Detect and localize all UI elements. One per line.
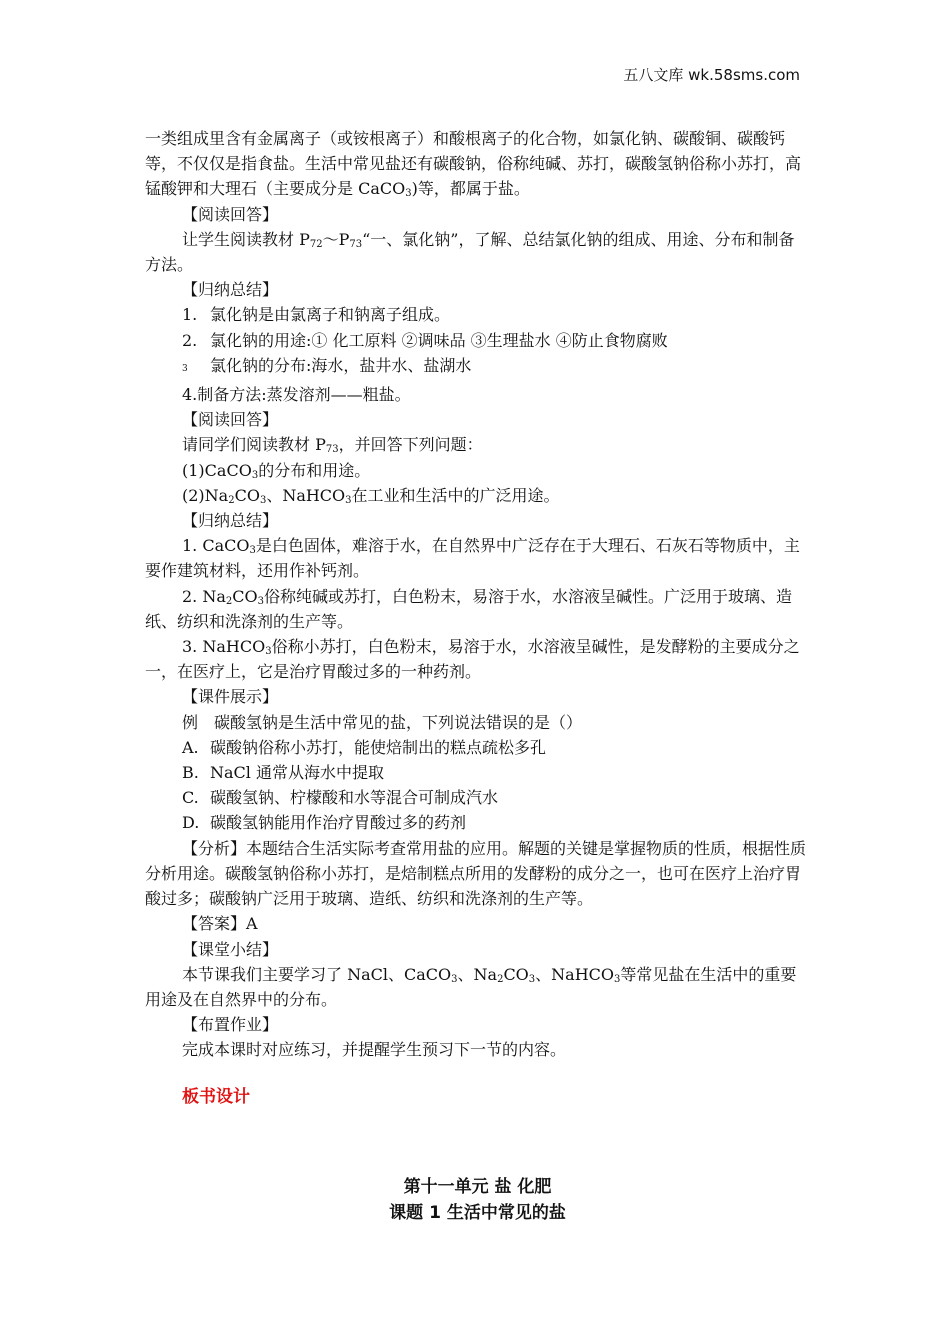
board-design-label: 板书设计: [182, 1086, 250, 1107]
summary-item: 3 氯化钠的分布:海水，盐井水、盐湖水: [182, 355, 472, 375]
document-body: [145, 126, 810, 1110]
summary-point-1: 1. CaCO$_3$是白色固体，难溶于水，在自然界中广泛存在于大理石、石灰石等物质中，主要作建筑材料，还用作补钙剂。: [145, 536, 800, 581]
question-2: $(2)Na_2CO_3$、NaHCO$_3$在工业和生活中的广泛用途。: [182, 485, 560, 506]
analysis-paragraph: 【分析】本题结合生活实际考查常用盐的应用。解题的关键是掌握物质的性质，根据性质分析用途。碳酸氢钠俗称小苏打，是焙制糕点所用的发酵粉的成分之一，也可在医疗上治疗胃酸过多；碳酸钠广泛用于玻璃、造纸、纺织和洗涤剂的生产等。: [145, 838, 807, 909]
read-paragraph-2: 请同学们阅读教材 $P_{73}$，并回答下列问题：: [182, 435, 483, 456]
summary-point-3: 3. NaHCO$_3$俗称小苏打，白色粉末，易溶于水，水溶液呈碱性，是发酵粉的主要成分之一，在医疗上，它是治疗胃酸过多的一种药剂。: [145, 637, 800, 682]
summary-heading-2: 【归纳总结】: [182, 511, 279, 531]
courseware-heading: 【课件展示】: [182, 687, 279, 707]
option-d: D. 碳酸氢钠能用作治疗胃酸过多的药剂: [182, 813, 467, 833]
read-heading-2: 【阅读回答】: [182, 410, 279, 430]
summary-item: 2. 氯化钠的用途:① 化工原料 ②调味品 ③生理盐水 ④防止食物腐败: [182, 330, 668, 350]
unit-title: 第十一单元 盐 化肥: [403, 1177, 552, 1197]
site-header: 五八文库 wk.58sms.com: [623, 66, 800, 84]
example-question: 例 碳酸氢钠是生活中常见的盐，下列说法错误的是（）: [182, 712, 583, 732]
answer-line: 【答案】A: [182, 914, 258, 934]
option-c: C. 碳酸氢钠、柠檬酸和水等混合可制成汽水: [182, 788, 499, 808]
homework-heading: 【布置作业】: [182, 1015, 279, 1035]
summary-point-2: 2. $Na_2CO_3$俗称纯碱或苏打，白色粉末，易溶于水，水溶液呈碱性。广泛用于玻璃、造纸、纺织和洗涤剂的生产等。: [145, 586, 793, 631]
option-b: B. NaCl 通常从海水中提取: [182, 763, 384, 783]
class-summary-paragraph: 本节课我们主要学习了 NaCl、CaCO$_3$、$Na_2CO_3$、NaHCO$_3$等常见盐在生活中的重要用途及在自然界中的分布。: [145, 964, 797, 1009]
intro-paragraph: 一类组成里含有金属离子（或铵根离子）和酸根离子的化合物，如氯化钠、碳酸铜、碳酸钙等，不仅仅是指食盐。生活中常见盐还有碳酸钠，俗称纯碱、苏打，碳酸氢钠俗称小苏打，高锰酸钾和大理石（主要成分是 CaCO$_3$)等，都属于盐。: [145, 129, 802, 200]
read-paragraph-1: 让学生阅读教材 $P_{72}\sim P_{73}“$一、氯化钠”，了解、总结氯化钠的组成、用途、分布和制备方法。: [145, 229, 795, 275]
lesson-title: 课题 1 生活中常见的盐: [389, 1203, 566, 1223]
summary-item: 4.制备方法:蒸发溶剂——粗盐。: [182, 385, 411, 405]
homework-text: 完成本课时对应练习，并提醒学生预习下一节的内容。: [182, 1040, 567, 1060]
summary-item: 1. 氯化钠是由氯离子和钠离子组成。: [182, 305, 451, 325]
question-1: (1)CaCO$_3$的分布和用途。: [182, 460, 371, 481]
class-summary-heading: 【课堂小结】: [182, 939, 279, 959]
summary-heading-1: 【归纳总结】: [182, 280, 279, 300]
option-a: A. 碳酸钠俗称小苏打，能使焙制出的糕点疏松多孔: [182, 737, 547, 757]
read-heading-1: 【阅读回答】: [182, 204, 279, 224]
